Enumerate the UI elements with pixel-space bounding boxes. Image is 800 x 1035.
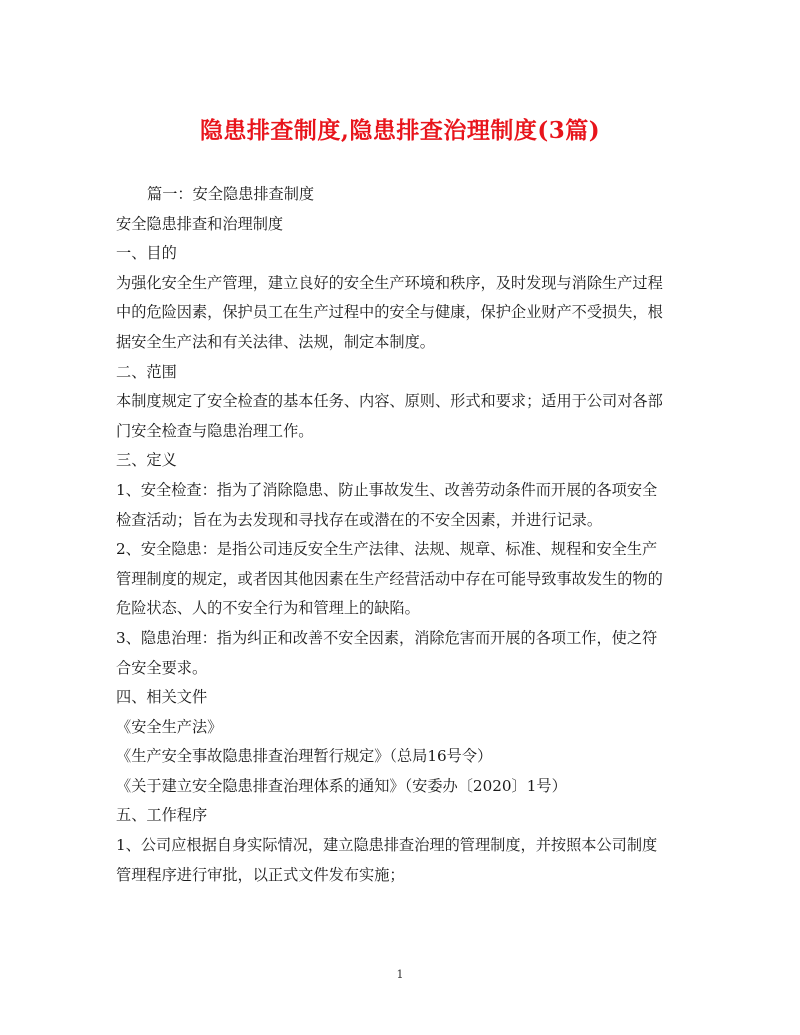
document-body (116, 180, 696, 890)
paragraph-line: 合安全要求。 (116, 658, 208, 677)
paragraph-line: 3、隐患治理：指为纠正和改善不安全因素，消除危害而开展的各项工作，使之符 (116, 628, 658, 647)
paragraph-line: 管理程序进行审批，以正式文件发布实施； (116, 865, 405, 884)
paragraph-line: 危险状态、人的不安全行为和管理上的缺陷。 (116, 599, 420, 618)
paragraph-line: 管理制度的规定，或者因其他因素在生产经营活动中存在可能导致事故发生的物的 (116, 569, 663, 588)
page-number: 1 (396, 968, 404, 981)
document-title: 隐患排查制度,隐患排查治理制度(3篇) (199, 117, 601, 144)
reference-item: 《安全生产法》 (116, 717, 223, 736)
heading-procedure: 五、工作程序 (116, 806, 208, 825)
heading-scope: 二、范围 (116, 362, 177, 381)
paragraph-line: 2、安全隐患：是指公司违反安全生产法律、法规、规章、标准、规程和安全生产 (116, 540, 658, 559)
paragraph-line: 门安全检查与隐患治理工作。 (116, 421, 314, 440)
paragraph-line: 为强化安全生产管理，建立良好的安全生产环境和秩序，及时发现与消除生产过程 (116, 273, 663, 292)
paragraph-line: 1、公司应根据自身实际情况，建立隐患排查治理的管理制度，并按照本公司制度 (116, 836, 658, 855)
paragraph-line: 检查活动；旨在为去发现和寻找存在或潜在的不安全因素，并进行记录。 (116, 510, 602, 529)
reference-item: 《生产安全事故隐患排查治理暂行规定》（总局16号令） (116, 747, 493, 766)
heading-purpose: 一、目的 (116, 244, 177, 263)
heading-definitions: 三、定义 (116, 451, 177, 470)
section-heading-article-1: 篇一：安全隐患排查制度 (147, 185, 315, 203)
heading-related-documents: 四、相关文件 (116, 688, 208, 707)
reference-item: 《关于建立安全隐患排查治理体系的通知》（安委办〔2020〕1号） (116, 776, 567, 795)
subtitle: 安全隐患排查和治理制度 (116, 214, 284, 233)
paragraph-line: 本制度规定了安全检查的基本任务、内容、原则、形式和要求；适用于公司对各部 (116, 392, 663, 411)
paragraph-line: 1、安全检查：指为了消除隐患、防止事故发生、改善劳动条件而开展的各项安全 (116, 480, 658, 499)
paragraph-line: 据安全生产法和有关法律、法规，制定本制度。 (116, 332, 435, 351)
paragraph-line: 中的危险因素，保护员工在生产过程中的安全与健康，保护企业财产不受损失，根 (116, 303, 663, 322)
